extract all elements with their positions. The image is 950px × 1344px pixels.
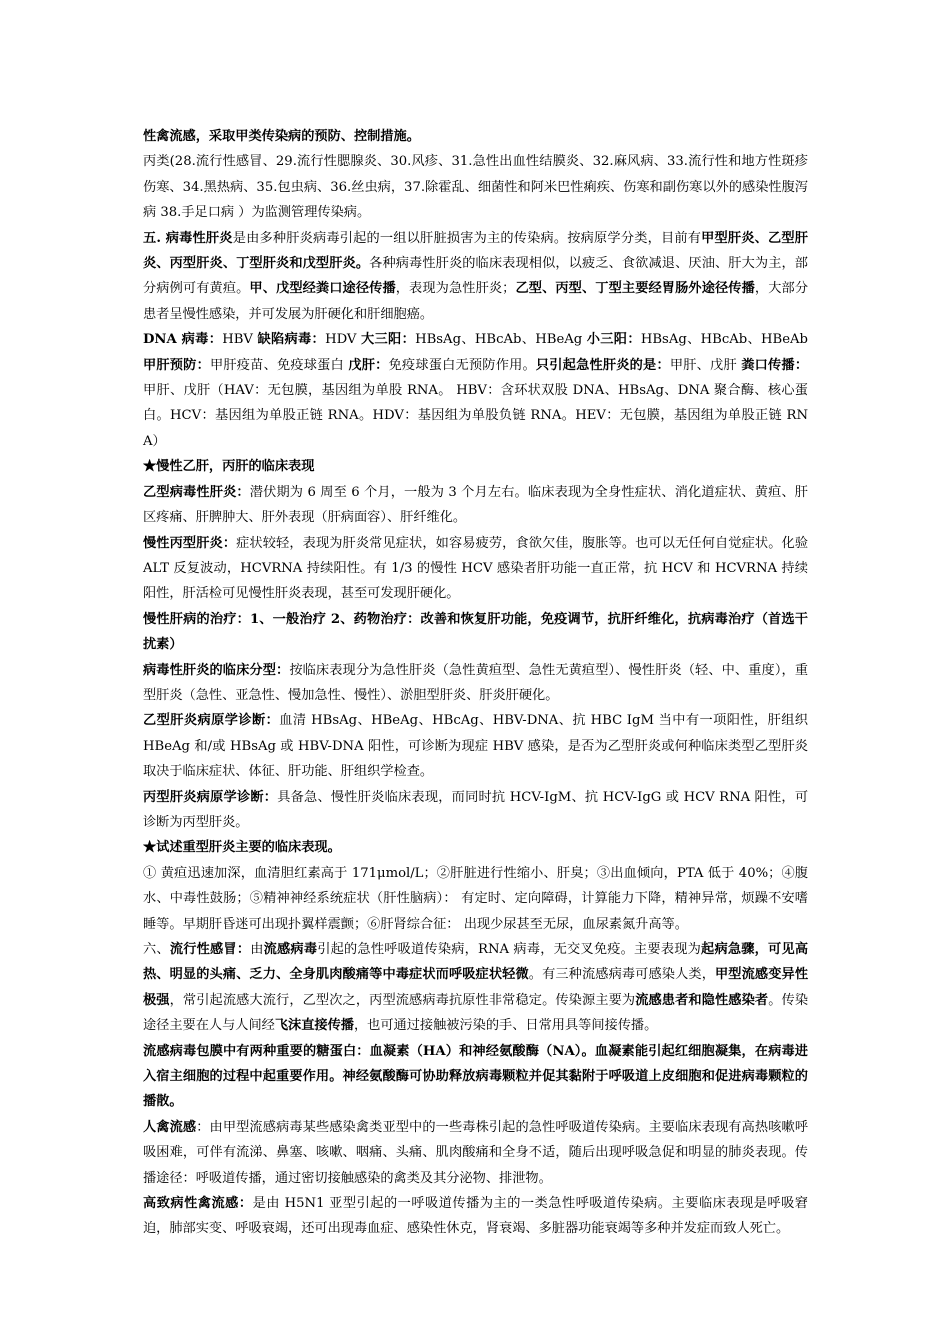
text-segment: 乙型、丙型、丁型主要经胃肠外途径传播 (515, 281, 755, 297)
text-segment: 潜伏期为 6 周至 6 个月，一般为 3 个月左右。临床表现为全身性症状、消化道症状、黄疸、肝区疼痛、肝脾肿大、肝外表现（肝病面容）、肝纤维化。 (143, 484, 808, 526)
text-segment: 小三阳： (586, 332, 641, 348)
paragraph-hcv-diagnosis (143, 785, 808, 836)
text-segment: 乙型肝炎病原学诊断： (143, 713, 280, 729)
text-segment: 甲肝、戊肝（HAV：无包膜，基因组为单股 RNA。 HBV：含环状双股 DNA、HBsAg、DNA 聚合酶、核心蛋白。HCV：基因组为单股正链 RNA。HDV：基因组为单股负链 RNA。HEV：无包膜，基因组为单股正链 RNA） (143, 383, 808, 449)
text-segment: 飞沫直接传播 (274, 1018, 354, 1034)
text-segment: 流行性感冒： (169, 942, 251, 957)
text-segment: 是由 H5N1 亚型引起的一呼吸道传播为主的一类急性呼吸道传染病。主要临床表现是呼吸窘迫，肺部实变、呼吸衰竭，还可出现毒血症、感染性休克，肾衰竭、多脏器功能衰竭等多种并发症而致人死亡。 (143, 1196, 808, 1237)
text-segment: 甲肝、戊肝 (669, 357, 742, 373)
heading-severe-hepatitis (143, 835, 808, 860)
text-segment: ，表现为急性肝炎； (395, 281, 516, 297)
text-segment: 。有三种流感病毒可感染人类， (528, 967, 715, 983)
paragraph-clinical-types (143, 658, 808, 709)
paragraph-class-c-diseases (143, 149, 808, 225)
text-segment: 血清 HBsAg、HBeAg、HBcAg、HBV-DNA、抗 HBC IgM 当中有一项阳性，肝组织 HBeAg 和/或 HBsAg 或 HBV-DNA 阳性，可诊断为现症 HBV 感染，是否为乙型肝炎或何种临床类型乙型肝炎取决于临床症状、体征、肝功能、肝组织学检查。 (143, 713, 808, 780)
text-segment: 甲型流感变异性极强 (143, 967, 809, 1008)
text-segment: HBsAg、HBcAb、HBeAb (640, 332, 809, 348)
text-segment: 具备急、慢性肝炎临床表现，而同时抗 HCV-IgM、抗 HCV-IgG 或 HCV RNA 阳性，可诊断为丙型肝炎。 (143, 789, 808, 830)
text-segment: 甲、戊型经粪口途径传播 (249, 281, 396, 297)
paragraph-class-a-tail (143, 124, 808, 149)
text-segment: 流感病毒 (263, 942, 318, 957)
text-segment: 起病急骤，可见高热、明显的头痛、乏力、全身肌肉酸痛等中毒症状而呼吸症状轻微 (143, 942, 809, 983)
text-segment: 甲肝预防： (143, 357, 210, 373)
paragraph-chronic-liver-treatment (143, 607, 808, 658)
text-segment: 免疫球蛋白无预防作用。 (388, 357, 536, 373)
paragraph-human-avian-flu (143, 1115, 808, 1191)
text-segment: 症状较轻，表现为肝炎常见症状，如容易疲劳，食欲欠佳，腹胀等。也可以无任何自觉症状。化验 ALT 反复波动，HCVRNA 持续阳性。有 1/3 的慢性 HCV 感染者肝功能一直正常，抗 HCV 和 HCVRNA 持续阳性，肝活检可见慢性肝炎表现，甚至可发现肝硬化。 (143, 535, 809, 602)
text-segment: 流感病毒包膜中有两种重要的糖蛋白：血凝素（HA）和神经氨酸酶（NA）。血凝素能引起红细胞凝集，在病毒进入宿主细胞的过程中起重要作用。神经氨酸酶可协助释放病毒颗粒并促其黏附于呼吸道上皮细胞和促进病毒颗粒的播散。 (143, 1043, 808, 1110)
paragraph-influenza-glycoproteins (143, 1039, 808, 1115)
text-segment: 甲型肝炎、乙型肝炎、丙型肝炎、丁型肝炎和戊型肝炎。 (143, 230, 808, 272)
paragraph-viral-hepatitis (143, 226, 808, 328)
text-segment: HBsAg、HBcAb、HBeAg (415, 332, 587, 348)
text-segment: 丙型肝炎病原学诊断： (143, 789, 278, 805)
text-segment: ，常引起流感大流行，乙型次之，丙型流感病毒抗原性非常稳定。传染源主要为 (169, 992, 636, 1008)
text-segment: ：由甲型流感病毒某些感染禽类亚型中的一些毒株引起的急性呼吸道传染病。主要临床表现有高热咳嗽呼吸困难，可伴有流涕、鼻塞、咳嗽、咽痛、头痛、肌肉酸痛和全身不适，随后出现呼吸急促和明显的肺炎表现。传播途径：呼吸道传播，通过密切接触感染的禽类及其分泌物、排泄物。 (143, 1119, 809, 1186)
text-segment: 五. 病毒性肝炎 (143, 230, 233, 246)
paragraph-highly-pathogenic-avian-flu (143, 1191, 808, 1242)
paragraph-severe-hepatitis-features (143, 861, 808, 937)
text-segment: 缺陷病毒： (257, 332, 326, 348)
text-segment: 各种病毒性肝炎的临床表现相似，以疲乏、食欲减退、厌油、肝大为主，部分病例可有黄疸。 (143, 256, 808, 297)
text-segment: ★试述重型肝炎主要的临床表现。 (143, 840, 341, 856)
document-page (143, 124, 808, 1242)
text-segment: 乙型病毒性肝炎： (143, 484, 250, 500)
paragraph-chronic-hepatitis-c (143, 531, 808, 607)
text-segment: 高致病性禽流感： (143, 1196, 253, 1212)
paragraph-hepatitis-virus-facts (143, 327, 808, 454)
text-segment: 按临床表现分为急性肝炎（急性黄疸型、急性无黄疸型）、慢性肝炎（轻、中、重度），重型肝炎（急性、亚急性、慢加急性、慢性）、淤胆型肝炎、肝炎肝硬化。 (143, 662, 809, 703)
text-segment: ，大部分患者呈慢性感染，并可发展为肝硬化和肝细胞癌。 (143, 281, 809, 322)
text-segment: DNA 病毒： (143, 332, 223, 348)
text-segment: 是由多种肝炎病毒引起的一组以肝脏损害为主的传染病。按病原学分类，目前有 (232, 230, 702, 246)
text-segment: ① 黄疸迅速加深，血清胆红素高于 171μmol/L；②肝脏进行性缩小、肝臭；③出血倾向，PTA 低于 40%；④腹水、中毒性鼓肠；⑤精神神经系统症状（肝性脑病）： 有定时、定向障碍，计算能力下降，精神异常，烦躁不安嗜睡等。早期肝昏迷可出现扑翼样震颤；⑥肝肾综合征： 出现少尿甚至无尿，血尿素氮升高等。 (143, 865, 808, 932)
text-segment: 丙类(28.流行性感冒、29.流行性腮腺炎、30.风疹、31.急性出血性结膜炎、32.麻风病、33.流行性和地方性斑疹伤寒、34.黑热病、35.包虫病、36.丝虫病，37.除霍乱、细菌性和阿米巴性痢疾、伤寒和副伤寒以外的感染性腹泻病 38.手足口病 ）为监测管理传染病。 (143, 154, 808, 221)
paragraph-hbv-diagnosis (143, 708, 808, 784)
text-segment: 性禽流感，采取甲类传染病的预防、控制措施。 (143, 129, 420, 144)
text-segment: ，也可通过接触被污染的手、日常用具等间接传播。 (354, 1018, 658, 1034)
heading-chronic-hepatitis (143, 454, 808, 479)
text-segment: HDV (325, 332, 361, 348)
text-segment: 。传染途径主要在人与人间经 (143, 992, 809, 1034)
text-segment: 戊肝： (348, 357, 389, 373)
paragraph-hepatitis-b (143, 480, 808, 531)
text-segment: 人禽流感 (143, 1119, 197, 1135)
text-segment: 粪口传播： (741, 357, 809, 373)
paragraph-influenza (143, 937, 808, 1039)
text-segment: 流感患者和隐性感染者 (635, 992, 769, 1008)
text-segment: 甲肝疫苗、免疫球蛋白 (209, 357, 349, 373)
text-segment: 由 (250, 942, 264, 957)
text-segment: 六、 (143, 942, 170, 957)
text-segment: 大三阳： (361, 332, 416, 348)
text-segment: 只引起急性肝炎的是： (535, 357, 670, 373)
text-segment: ★慢性乙肝，丙肝的临床表现 (143, 459, 315, 475)
text-segment: 慢性丙型肝炎： (143, 535, 237, 551)
text-segment: 引起的急性呼吸道传染病，RNA 病毒，无交叉免疫。主要表现为 (317, 942, 702, 957)
text-segment: 慢性肝病的治疗：1、一般治疗 2、药物治疗：改善和恢复肝功能，免疫调节，抗肝纤维化，抗病毒治疗（首选干扰素） (143, 611, 808, 653)
text-segment: 病毒性肝炎的临床分型： (143, 662, 290, 678)
text-segment: HBV (222, 332, 258, 348)
